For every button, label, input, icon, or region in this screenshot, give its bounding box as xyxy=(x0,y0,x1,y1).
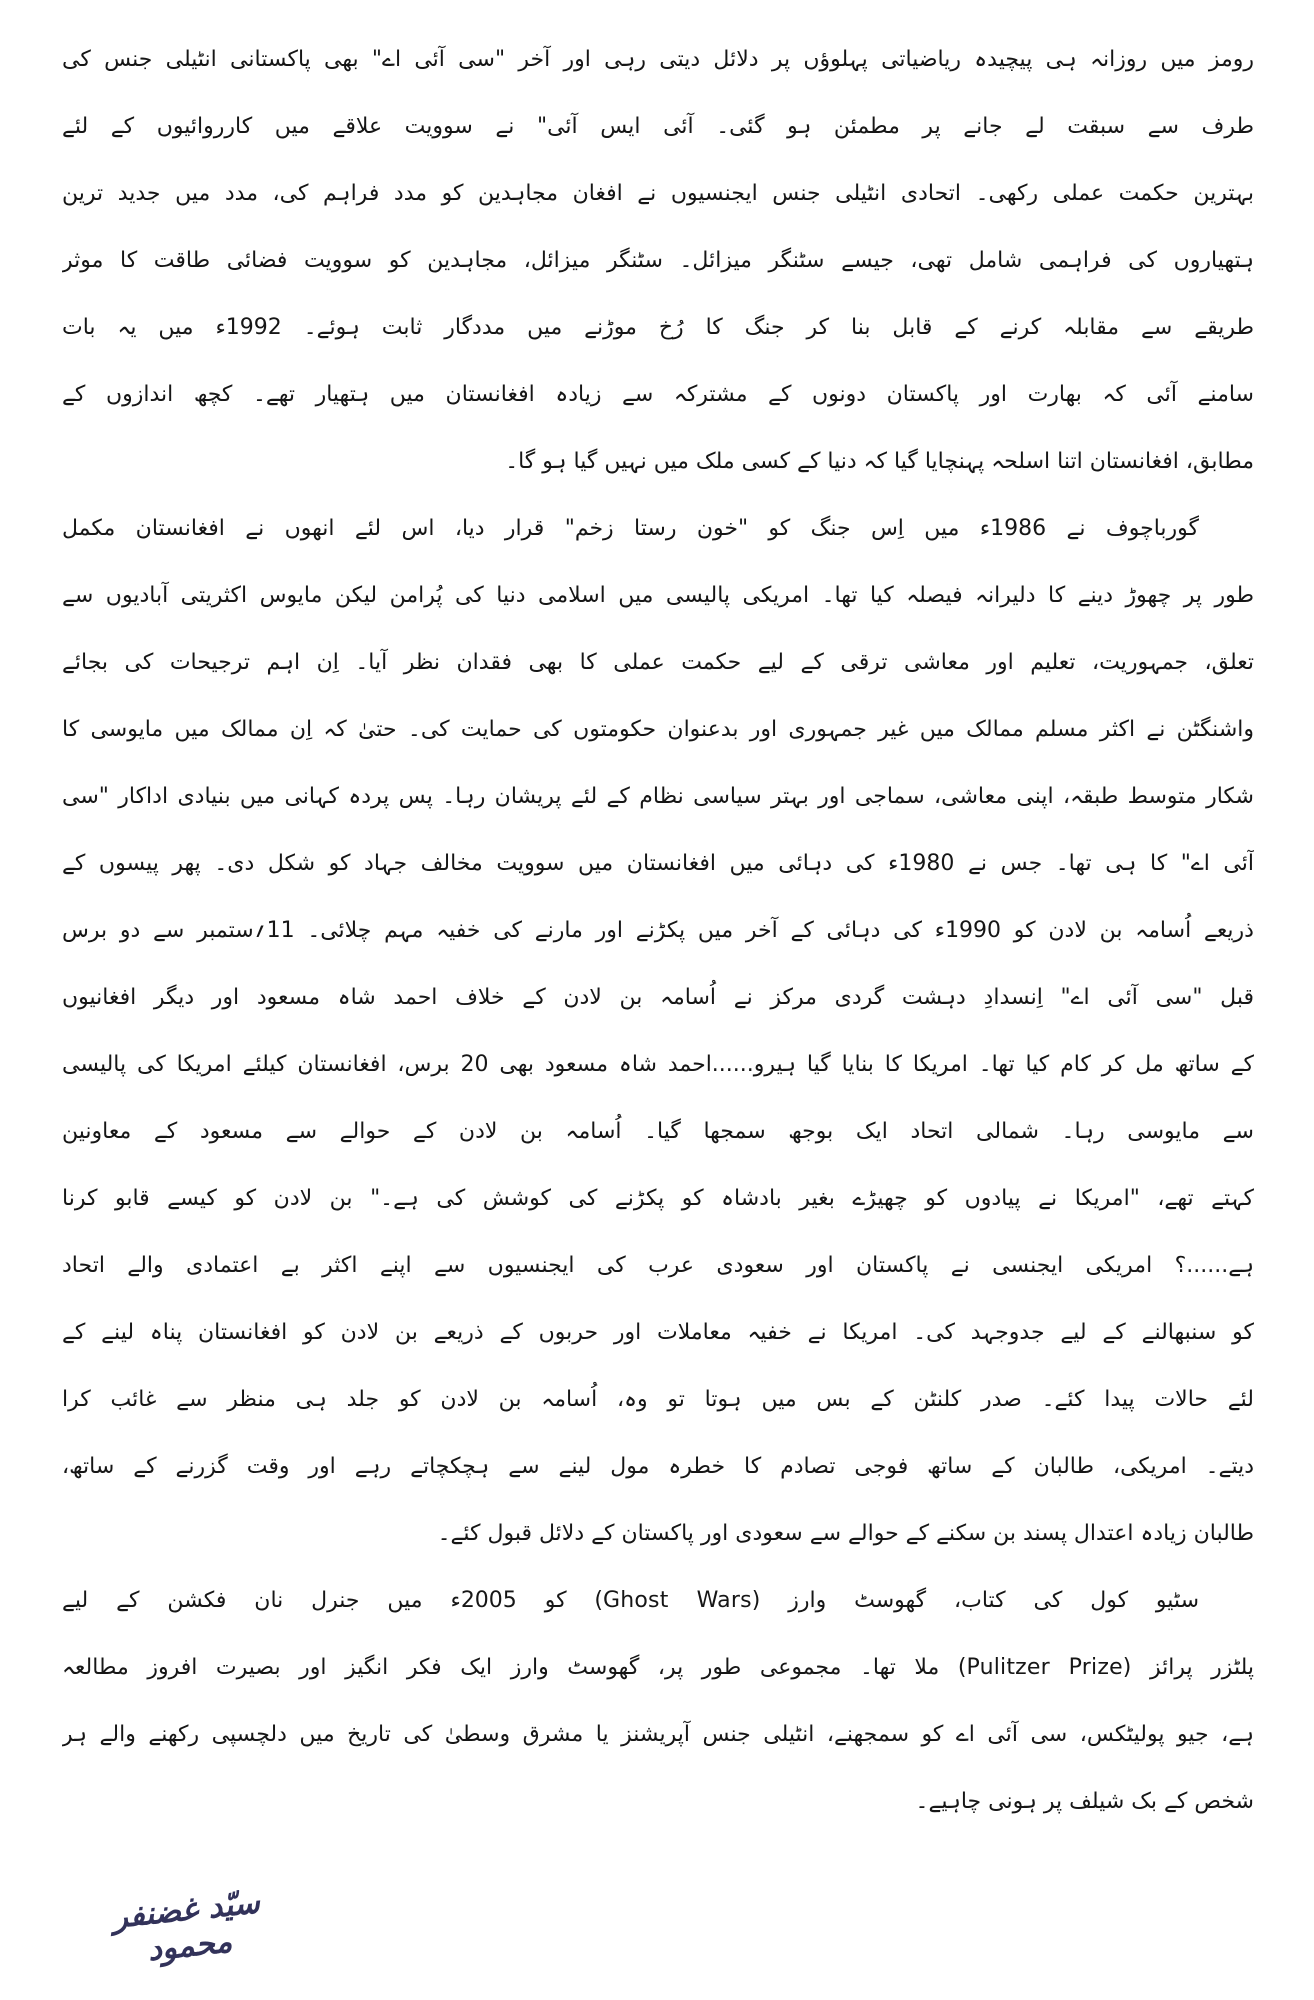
text-line: آئی اے" کا ہی تھا۔ جس نے 1980ء کی دہائی میں افغانستان میں سوویت مخالف جہاد کو شکل دی۔ پھر پیسوں کے xyxy=(62,851,1254,876)
text-line: مطابق، افغانستان اتنا اسلحہ پہنچایا گیا کہ دنیا کے کسی ملک میں نہیں گیا ہو گا۔ xyxy=(505,449,1254,474)
author-signature: سیّد غضنفر محمود xyxy=(110,1884,262,1969)
paragraph-1 xyxy=(62,26,1254,495)
text-line: رومز میں روزانہ ہی پیچیدہ ریاضیاتی پہلوؤں پر دلائل دیتی رہی اور آخر "سی آئی اے" بھی پاکستانی انٹیلی جنس کی xyxy=(62,47,1254,72)
text-line: طور پر چھوڑ دینے کا دلیرانہ فیصلہ کیا تھا۔ امریکی پالیسی میں اسلامی دنیا کی پُرامن لیکن مایوس اکثریتی آبادیوں سے xyxy=(62,583,1254,608)
text-line: کہتے تھے، "امریکا نے پیادوں کو چھیڑے بغیر بادشاہ کو پکڑنے کی کوشش کی ہے۔" بن لادن کو کیسے قابو کرنا xyxy=(62,1186,1254,1211)
text-line: دیتے۔ امریکی، طالبان کے ساتھ فوجی تصادم کا خطرہ مول لینے سے ہچکچاتے رہے اور وقت گزرنے کے ساتھ، xyxy=(62,1454,1254,1479)
text-line: گورباچوف نے 1986ء میں اِس جنگ کو "خون رستا زخم" قرار دیا، اس لئے انھوں نے افغانستان مکمل xyxy=(62,516,1199,541)
text-line: شخص کے بک شیلف پر ہونی چاہیے۔ xyxy=(915,1789,1254,1814)
text-line: تعلق، جمہوریت، تعلیم اور معاشی ترقی کے لیے حکمت عملی کا بھی فقدان نظر آیا۔ اِن اہم ترجیحات کی بجائے xyxy=(62,650,1254,675)
text-line: کے ساتھ مل کر کام کیا تھا۔ امریکا کا بنایا گیا ہیرو......احمد شاہ مسعود بھی 20 برس، افغانستان کیلئے امریکا کی پالیسی xyxy=(62,1052,1254,1077)
text-line: ذریعے اُسامہ بن لادن کو 1990ء کی دہائی کے آخر میں پکڑنے اور مارنے کی خفیہ مہم چلائی۔ 11؍ستمبر سے دو برس xyxy=(62,918,1254,943)
text-line: ہے......؟ امریکی ایجنسی نے پاکستان اور سعودی عرب کی ایجنسیوں سے اپنے اکثر بے اعتمادی والے اتحاد xyxy=(62,1253,1254,1278)
text-line: بہترین حکمت عملی رکھی۔ اتحادی انٹیلی جنس ایجنسیوں نے افغان مجاہدین کو مدد فراہم کی، مدد میں جدید ترین xyxy=(62,181,1254,206)
text-line: سے مایوسی رہا۔ شمالی اتحاد ایک بوجھ سمجھا گیا۔ اُسامہ بن لادن کے حوالے سے مسعود کے معاونین xyxy=(62,1119,1254,1144)
text-line: واشنگٹن نے اکثر مسلم ممالک میں غیر جمہوری اور بدعنوان حکومتوں کی حمایت کی۔ حتیٰ کہ اِن ممالک میں مایوسی کا xyxy=(62,717,1254,742)
text-line: طرف سے سبقت لے جانے پر مطمئن ہو گئی۔ آئی ایس آئی" نے سوویت علاقے میں کارروائیوں کے لئے xyxy=(62,114,1254,139)
paragraph-2 xyxy=(62,495,1254,1567)
text-line: کو سنبھالنے کے لیے جدوجہد کی۔ امریکا نے خفیہ معاملات اور حربوں کے ذریعے بن لادن کو افغانستان پناہ لینے کے xyxy=(62,1320,1254,1345)
text-line: ہے، جیو پولیٹکس، سی آئی اے کو سمجھنے، انٹیلی جنس آپریشنز یا مشرق وسطیٰ کی تاریخ میں دلچسپی رکھنے والے ہر xyxy=(62,1722,1254,1747)
paragraph-3 xyxy=(62,1567,1254,1835)
text-line: ہتھیاروں کی فراہمی شامل تھی، جیسے سٹنگر میزائل۔ سٹنگر میزائل، مجاہدین کو سوویت فضائی طاقت کا موثر xyxy=(62,248,1254,273)
text-line: سامنے آئی کہ بھارت اور پاکستان دونوں کے مشترکہ سے زیادہ افغانستان میں ہتھیار تھے۔ کچھ اندازوں کے xyxy=(62,382,1254,407)
text-line: سٹیو کول کی کتاب، گھوسٹ وارز ‎(Ghost Wars)‎ کو 2005ء میں جنرل نان فکشن کے لیے xyxy=(62,1588,1200,1613)
text-line: قبل "سی آئی اے" اِنسدادِ دہشت گردی مرکز نے اُسامہ بن لادن کے خلاف احمد شاہ مسعود اور دیگر افغانیوں xyxy=(62,985,1254,1010)
text-line: پلٹزر پرائز ‎(Pulitzer Prize)‎ ملا تھا۔ مجموعی طور پر، گھوسٹ وارز ایک فکر انگیز اور بصیرت افروز مطالعہ xyxy=(62,1655,1254,1680)
text-line: لئے حالات پیدا کئے۔ صدر کلنٹن کے بس میں ہوتا تو وہ، اُسامہ بن لادن کو جلد ہی منظر سے غائب کرا xyxy=(62,1387,1254,1412)
text-column xyxy=(62,26,1254,1835)
text-line: طالبان زیادہ اعتدال پسند بن سکنے کے حوالے سے سعودی اور پاکستان کے دلائل قبول کئے۔ xyxy=(437,1521,1254,1546)
text-line: طریقے سے مقابلہ کرنے کے قابل بنا کر جنگ کا رُخ موڑنے میں مددگار ثابت ہوئے۔ 1992ء میں یہ بات xyxy=(62,315,1254,340)
text-line: شکار متوسط طبقہ، اپنی معاشی، سماجی اور بہتر سیاسی نظام کے لئے پریشان رہا۔ پس پردہ کہانی میں بنیادی اداکار "سی xyxy=(62,784,1254,809)
